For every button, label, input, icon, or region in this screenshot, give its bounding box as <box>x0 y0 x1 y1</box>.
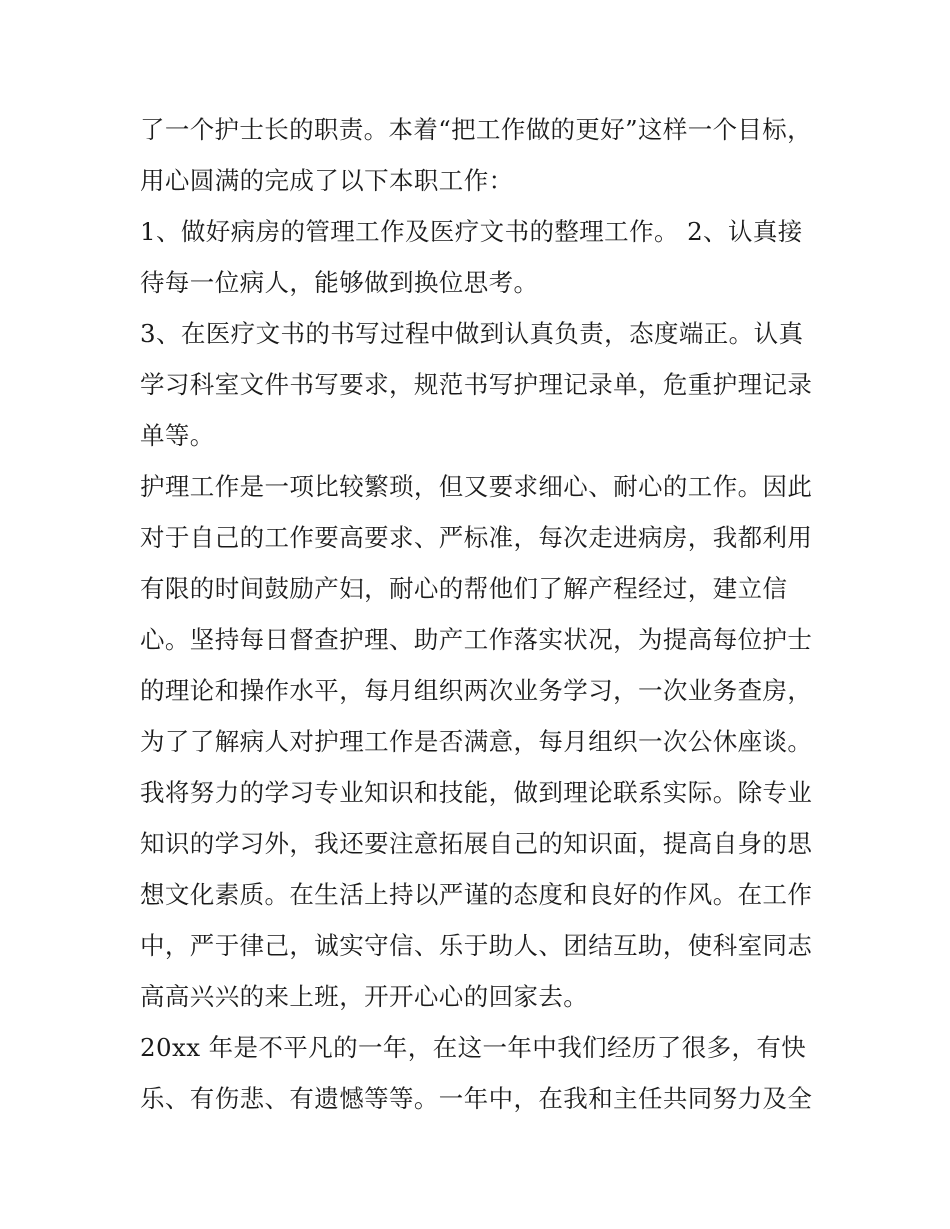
text-line: 乐、有伤悲、有遗憾等等。一年中，在我和主任共同努力及全 <box>140 1084 813 1113</box>
text-line: 护理工作是一项比较繁琐，但又要求细心、耐心的工作。因此 <box>140 472 813 501</box>
text-line: 为了了解病人对护理工作是否满意，每月组织一次公休座谈。 <box>140 727 813 756</box>
text-line: 知识的学习外，我还要注意拓展自己的知识面，提高自身的思 <box>140 829 813 858</box>
text-line: 心。坚持每日督查护理、助产工作落实状况，为提高每位护士 <box>140 625 813 654</box>
text-line: 对于自己的工作要高要求、严标准，每次走进病房，我都利用 <box>140 523 813 552</box>
text-line: 了一个护士长的职责。本着“把工作做的更好”这样一个目标， <box>140 115 812 144</box>
text-line: 中，严于律己，诚实守信、乐于助人、团结互助，使科室同志 <box>140 931 813 960</box>
text-line: 单等。 <box>140 421 215 450</box>
text-line: 1、做好病房的管理工作及医疗文书的整理工作。 2、认真接 <box>140 217 803 246</box>
text-line: 待每一位病人，能够做到换位思考。 <box>140 268 539 297</box>
text-line: 学习科室文件书写要求，规范书写护理记录单，危重护理记录 <box>140 370 813 399</box>
text-line: 的理论和操作水平，每月组织两次业务学习，一次业务查房， <box>140 676 813 705</box>
text-line: 想文化素质。在生活上持以严谨的态度和良好的作风。在工作 <box>140 880 813 909</box>
text-line: 我将努力的学习专业知识和技能，做到理论联系实际。除专业 <box>140 778 813 807</box>
text-line: 用心圆满的完成了以下本职工作： <box>140 166 514 195</box>
text-line: 3、在医疗文书的书写过程中做到认真负责，态度端正。认真 <box>140 319 804 348</box>
text-line: 高高兴兴的来上班，开开心心的回家去。 <box>140 982 589 1011</box>
text-line: 有限的时间鼓励产妇，耐心的帮他们了解产程经过，建立信 <box>140 574 788 603</box>
text-line: 20xx 年是不平凡的一年，在这一年中我们经历了很多，有快 <box>140 1033 807 1062</box>
